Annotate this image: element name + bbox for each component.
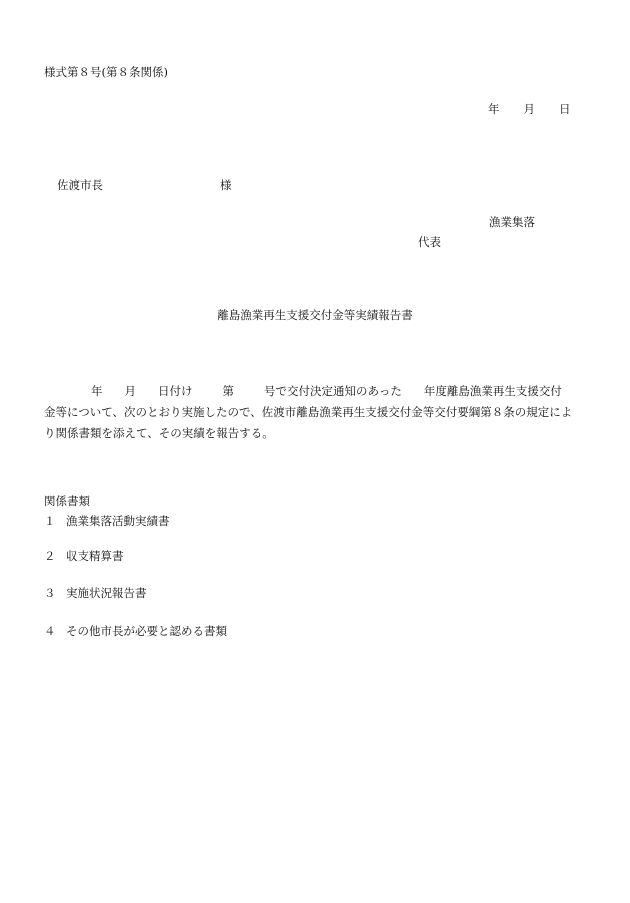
attachment-label: 収支精算書 [66,549,124,563]
date-day-label: 日 [559,102,571,116]
addressee-name: 佐渡市長 [57,178,103,192]
addressee [57,178,232,192]
date-year-label: 年 [488,102,500,116]
attachment-label: その他市長が必要と認める書類 [66,624,227,638]
body-line-3: り関係書類を添えて、その実績を報告する。 [44,426,274,440]
date-month-label: 月 [523,102,535,116]
body-line-1: 年 月 日付け 第 号で交付決定通知のあった 年度離島漁業再生支援交付 [91,384,562,398]
fishing-village-group-label: 漁業集落 [489,215,535,229]
attachment-label: 実施状況報告書 [66,586,147,600]
form-number: 様式第８号(第８条関係) [44,65,168,79]
attachment-number: １ [44,514,56,528]
attachment-item [44,588,147,600]
attachment-number: ４ [44,624,56,638]
attachment-item [44,626,227,638]
addressee-honorific: 様 [220,178,232,192]
document-title: 離島漁業再生支援交付金等実績報告書 [217,308,413,322]
report-body-paragraph [44,381,590,444]
body-line-2: 金等について、次のとおり実施したので、佐渡市離島漁業再生支援交付金等交付要綱第８条の規定によ [44,405,573,419]
attachment-number: ２ [44,549,56,563]
attachments-heading: 関係書類 [44,494,90,508]
attachment-item [44,516,170,528]
attachment-number: ３ [44,586,56,600]
date-line [488,104,571,116]
attachment-label: 漁業集落活動実績書 [66,514,170,528]
attachment-item [44,551,124,563]
representative-label: 代表 [418,235,441,249]
